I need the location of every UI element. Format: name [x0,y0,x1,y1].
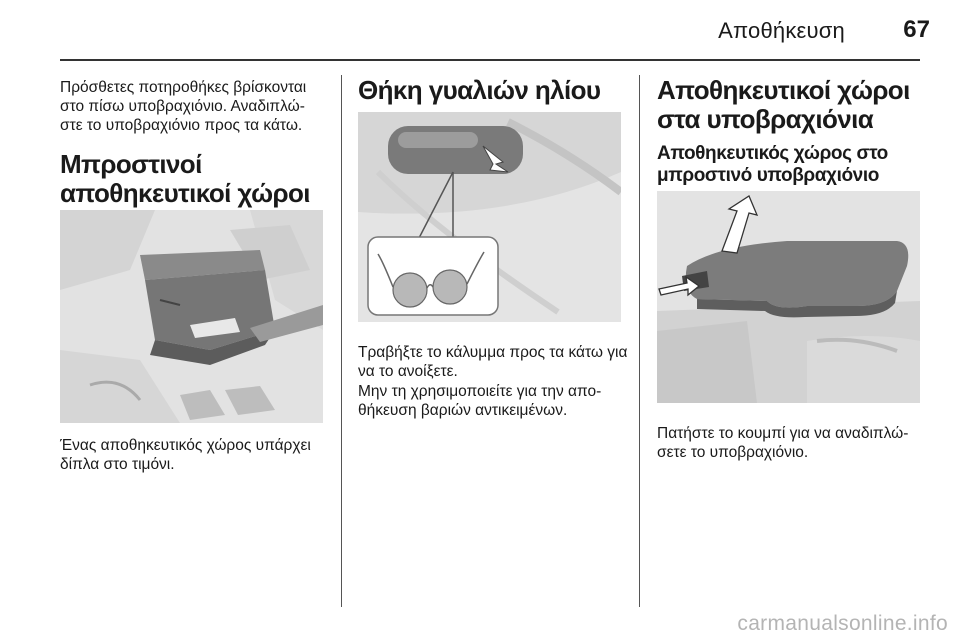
front-storage-heading: Μπροστινοί αποθηκευτικοί χώροι [60,149,310,208]
front-armrest-subheading: Αποθηκευτικός χώρος στο μπροστινό υποβραχιόνιο [657,143,888,186]
sunglasses-holder-illustration-icon [358,112,621,322]
column-divider-1 [341,75,342,607]
site-watermark: carmanualsonline.info [737,612,948,635]
armrest-storage-heading: Αποθηκευτικοί χώροι στα υποβραχιόνια [657,75,910,134]
sunglasses-caption-warning: Μην τη χρησιμοποιείτε για την απο- θήκευση βαριών αντικειμένων. [358,383,602,419]
page-title: Αποθήκευση [718,18,845,43]
armrest-storage-illustration-icon [657,191,920,403]
page-number: 67 [903,16,930,43]
header-divider [60,59,920,61]
column-divider-2 [639,75,640,607]
glovebox-caption: Ένας αποθηκευτικός χώρος υπάρχει δίπλα στο τιμόνι. [60,437,311,473]
glovebox-illustration-icon [60,210,323,423]
sunglasses-caption-open: Τραβήξτε το κάλυμμα προς τα κάτω για να το ανοίξετε. [358,344,628,380]
sunglasses-holder-heading: Θήκη γυαλιών ηλίου [358,75,601,105]
armrest-caption: Πατήστε το κουμπί για να αναδιπλώ- σετε το υποβραχιόνιο. [657,425,909,461]
intro-paragraph: Πρόσθετες ποτηροθήκες βρίσκονται στο πίσω υποβραχιόνιο. Αναδιπλώ- στε το υποβραχιόνιο προς τα κάτω. [60,79,307,134]
